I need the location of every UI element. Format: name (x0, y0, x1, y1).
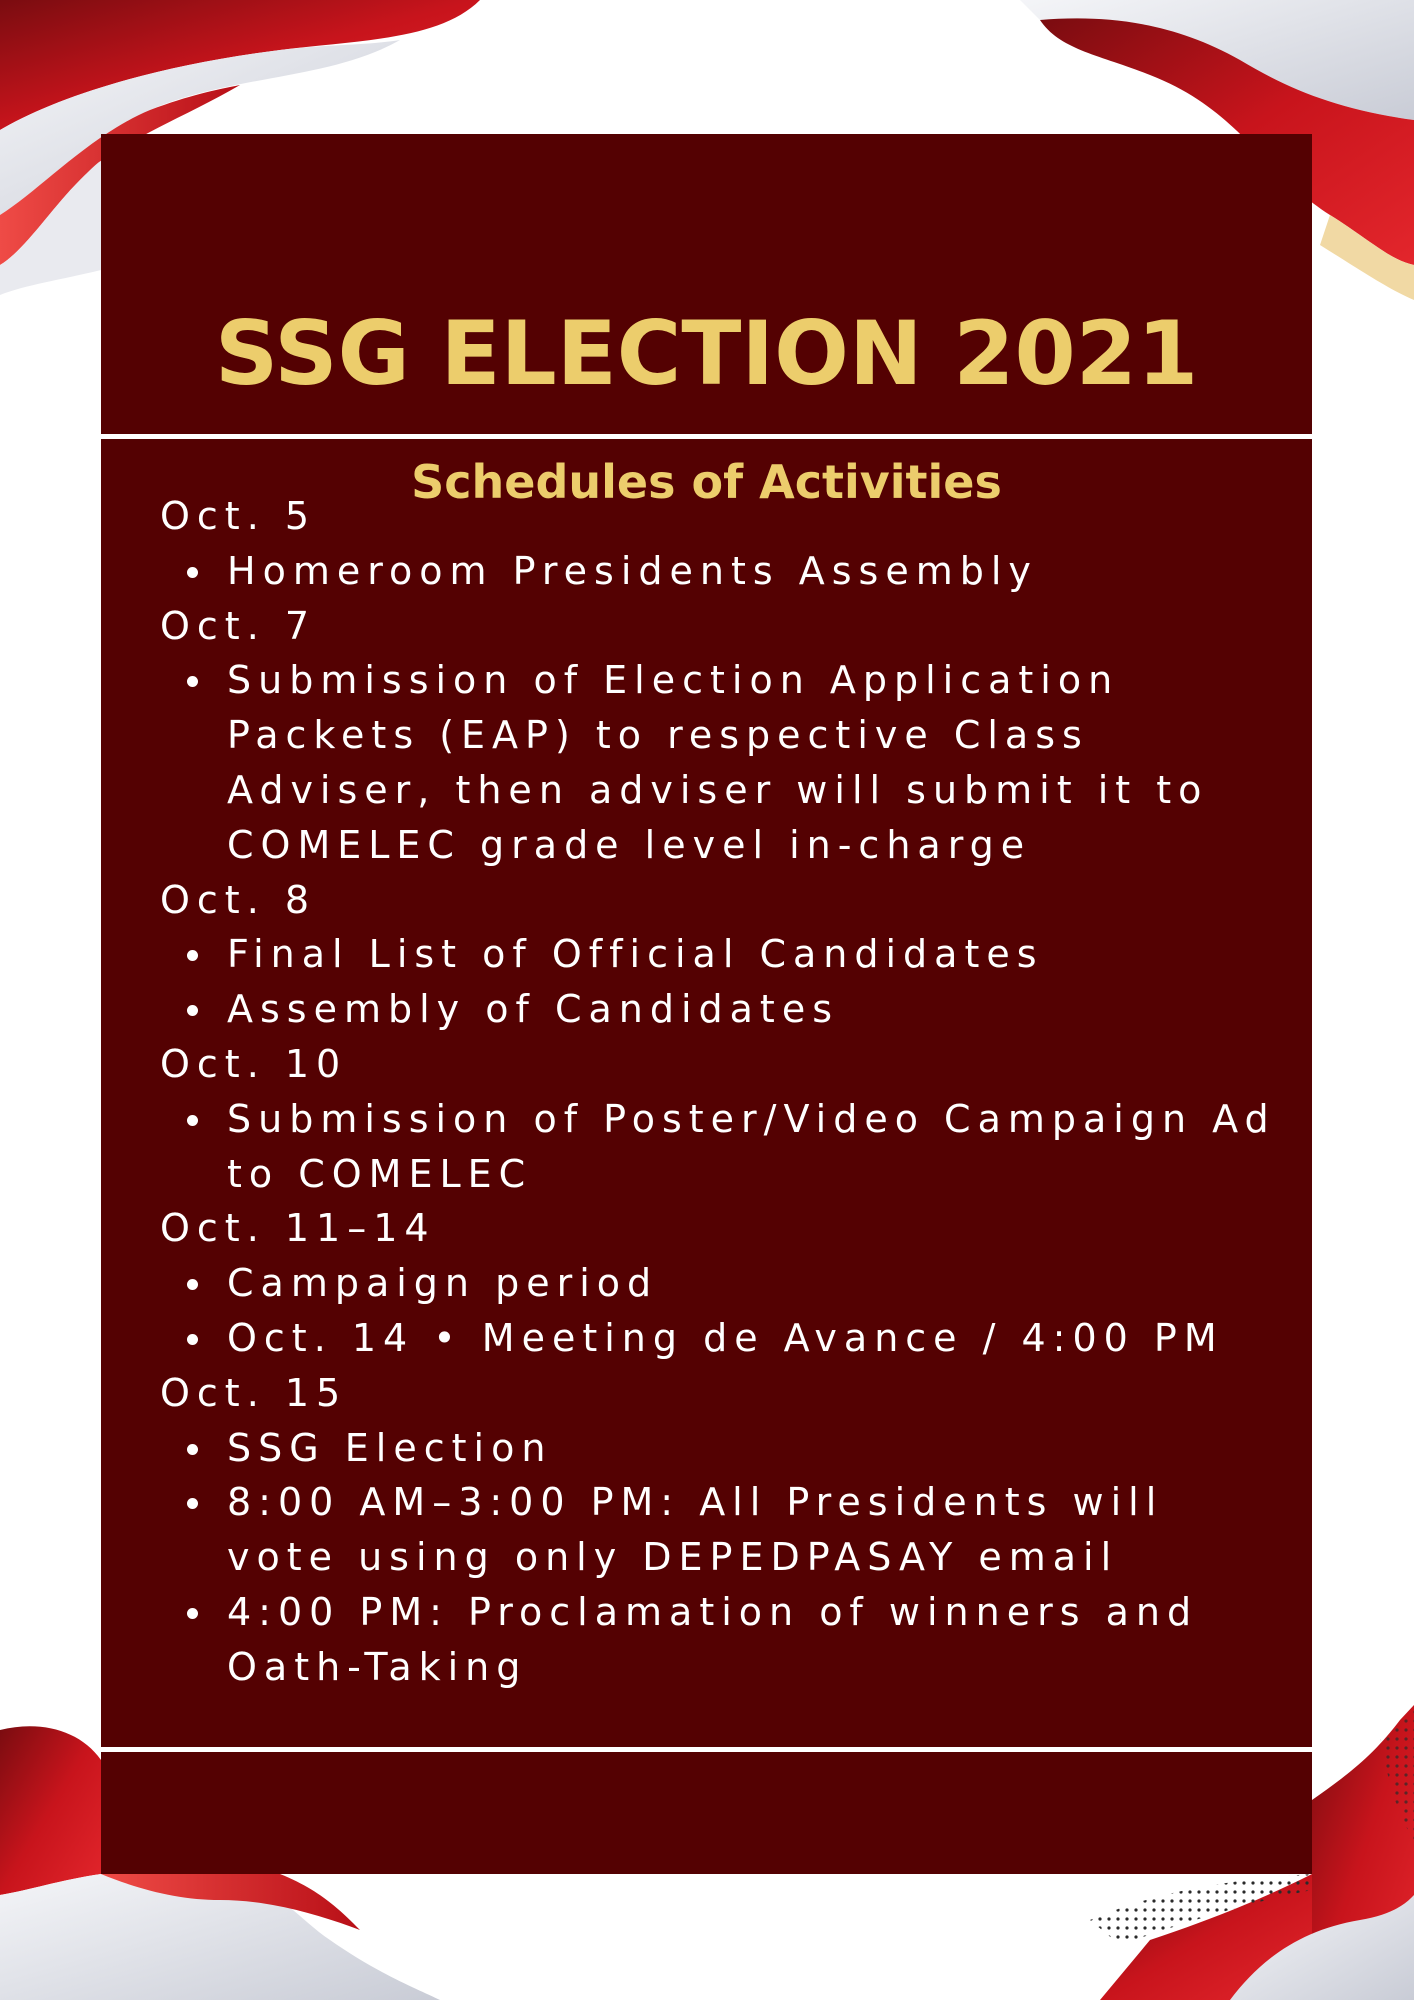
event-item: SSG Election (160, 1421, 1280, 1476)
day-date: Oct. 8 (160, 877, 317, 922)
day-date: Oct. 15 (160, 1370, 348, 1415)
event-list (160, 1256, 1280, 1366)
event-list (160, 1421, 1280, 1695)
event-item: Assembly of Candidates (160, 982, 1280, 1037)
schedule-day (160, 1366, 1280, 1695)
day-date: Oct. 7 (160, 603, 317, 648)
event-list (160, 927, 1280, 1037)
schedule-day (160, 1037, 1280, 1201)
event-item: 8:00 AM–3:00 PM: All Presidents will vote using only DEPEDPASAY email (160, 1475, 1280, 1585)
event-item: Submission of Poster/Video Campaign Ad to COMELEC (160, 1092, 1280, 1202)
day-date: Oct. 10 (160, 1041, 348, 1086)
schedule-day (160, 873, 1280, 1037)
footer-divider (101, 1747, 1312, 1752)
day-date: Oct. 5 (160, 494, 317, 538)
schedule-list (160, 489, 1280, 1695)
event-list (160, 653, 1280, 872)
event-item: 4:00 PM: Proclamation of winners and Oath-Taking (160, 1585, 1280, 1695)
event-item: Homeroom Presidents Assembly (160, 544, 1280, 599)
poster-title: SSG ELECTION 2021 (214, 302, 1199, 405)
poster-subtitle: Schedules of Activities (411, 455, 1002, 509)
event-item: Campaign period (160, 1256, 1280, 1311)
event-list (160, 544, 1280, 599)
header-divider (101, 434, 1312, 439)
day-date: Oct. 11–14 (160, 1206, 436, 1251)
event-item: Submission of Election Application Packets (EAP) to respective Class Adviser, then adviser will submit it to COMELEC grade level in-charge (160, 653, 1280, 872)
schedule-day (160, 1201, 1280, 1365)
schedule-day (160, 599, 1280, 873)
event-item: Oct. 14 • Meeting de Avance / 4:00 PM (160, 1311, 1280, 1366)
event-list (160, 1092, 1280, 1202)
event-item: Final List of Official Candidates (160, 927, 1280, 982)
schedule-day (160, 489, 1280, 599)
